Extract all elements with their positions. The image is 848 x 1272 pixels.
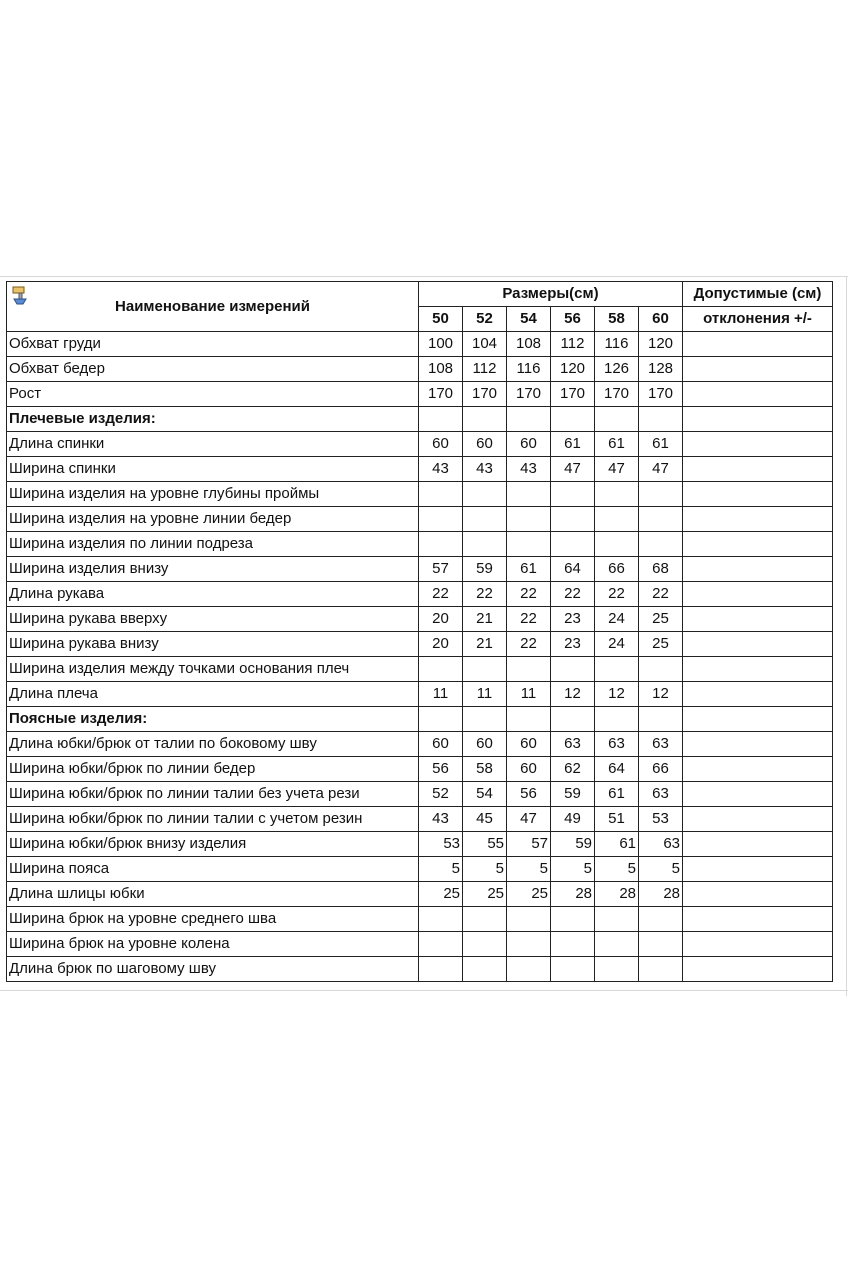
value-cell[interactable]: 120: [639, 332, 683, 357]
tolerance-cell[interactable]: [683, 732, 833, 757]
value-cell[interactable]: 22: [551, 582, 595, 607]
tolerance-cell[interactable]: [683, 807, 833, 832]
sizes-header[interactable]: Размеры(см): [419, 282, 683, 307]
value-cell[interactable]: 61: [551, 432, 595, 457]
value-cell[interactable]: 170: [639, 382, 683, 407]
table-row: [7, 882, 833, 907]
measurement-name-cell[interactable]: Ширина спинки: [7, 457, 419, 482]
value-cell[interactable]: [463, 657, 507, 682]
value-cell[interactable]: 25: [419, 882, 463, 907]
value-cell[interactable]: 60: [507, 732, 551, 757]
measurement-name-cell[interactable]: Ширина брюк на уровне колена: [7, 932, 419, 957]
value-cell[interactable]: 25: [463, 882, 507, 907]
table-row: [7, 682, 833, 707]
value-cell[interactable]: [551, 707, 595, 732]
value-cell[interactable]: 45: [463, 807, 507, 832]
tolerance-cell[interactable]: [683, 782, 833, 807]
measurement-name-cell[interactable]: Ширина изделия на уровне линии бедер: [7, 507, 419, 532]
value-cell[interactable]: 68: [639, 557, 683, 582]
value-cell[interactable]: [639, 957, 683, 982]
measurement-name-cell[interactable]: Ширина юбки/брюк внизу изделия: [7, 832, 419, 857]
size-60-header[interactable]: 60: [639, 307, 683, 332]
value-cell[interactable]: 56: [419, 757, 463, 782]
value-cell[interactable]: [595, 407, 639, 432]
tolerance-cell[interactable]: [683, 957, 833, 982]
measurement-name-header[interactable]: [7, 282, 419, 332]
tolerance-cell[interactable]: [683, 907, 833, 932]
value-cell[interactable]: [639, 482, 683, 507]
table-row: [7, 857, 833, 882]
value-cell[interactable]: 60: [419, 732, 463, 757]
value-cell[interactable]: 100: [419, 332, 463, 357]
tolerance-cell[interactable]: [683, 482, 833, 507]
value-cell[interactable]: 112: [551, 332, 595, 357]
value-cell[interactable]: [639, 657, 683, 682]
value-cell[interactable]: 53: [639, 807, 683, 832]
value-cell[interactable]: [507, 657, 551, 682]
value-cell[interactable]: 63: [639, 782, 683, 807]
tolerance-cell[interactable]: [683, 657, 833, 682]
value-cell[interactable]: [419, 532, 463, 557]
value-cell[interactable]: [595, 482, 639, 507]
table-row: [7, 732, 833, 757]
value-cell[interactable]: 22: [507, 632, 551, 657]
value-cell[interactable]: 23: [551, 632, 595, 657]
value-cell[interactable]: 5: [639, 857, 683, 882]
value-cell[interactable]: [639, 507, 683, 532]
measurement-name-cell[interactable]: Обхват бедер: [7, 357, 419, 382]
value-cell[interactable]: 63: [639, 732, 683, 757]
gridline: [0, 276, 848, 277]
value-cell[interactable]: [551, 507, 595, 532]
value-cell[interactable]: 59: [551, 832, 595, 857]
value-cell[interactable]: 28: [551, 882, 595, 907]
measurement-name-cell[interactable]: Ширина рукава внизу: [7, 632, 419, 657]
size-56-header[interactable]: 56: [551, 307, 595, 332]
value-cell[interactable]: 116: [507, 357, 551, 382]
value-cell[interactable]: 28: [639, 882, 683, 907]
value-cell[interactable]: 12: [595, 682, 639, 707]
gridline: [0, 990, 848, 991]
table-row: [7, 432, 833, 457]
value-cell[interactable]: 24: [595, 632, 639, 657]
tolerance-cell[interactable]: [683, 582, 833, 607]
value-cell[interactable]: [419, 907, 463, 932]
value-cell[interactable]: [419, 407, 463, 432]
value-cell[interactable]: [419, 932, 463, 957]
value-cell[interactable]: 12: [551, 682, 595, 707]
measurement-name-cell[interactable]: Ширина изделия между точками основания плеч: [7, 657, 419, 682]
value-cell[interactable]: [463, 532, 507, 557]
spreadsheet: [6, 281, 833, 982]
value-cell[interactable]: 47: [507, 807, 551, 832]
value-cell[interactable]: 66: [595, 557, 639, 582]
tolerance-cell[interactable]: [683, 632, 833, 657]
value-cell[interactable]: [551, 532, 595, 557]
table-row: [7, 632, 833, 657]
tolerance-cell[interactable]: [683, 532, 833, 557]
value-cell[interactable]: 60: [507, 432, 551, 457]
value-cell[interactable]: [507, 407, 551, 432]
size-52-header[interactable]: 52: [463, 307, 507, 332]
table-row: [7, 932, 833, 957]
value-cell[interactable]: 22: [463, 582, 507, 607]
table-row: [7, 957, 833, 982]
value-cell[interactable]: 64: [595, 757, 639, 782]
table-row: [7, 782, 833, 807]
value-cell[interactable]: [419, 707, 463, 732]
measurement-name-cell[interactable]: Ширина изделия на уровне глубины проймы: [7, 482, 419, 507]
measurement-name-cell[interactable]: Ширина юбки/брюк по линии талии с учетом резин: [7, 807, 419, 832]
value-cell[interactable]: 57: [507, 832, 551, 857]
value-cell[interactable]: [463, 907, 507, 932]
tolerance-cell[interactable]: [683, 457, 833, 482]
measurement-name-cell[interactable]: Ширина изделия внизу: [7, 557, 419, 582]
table-row: [7, 557, 833, 582]
value-cell[interactable]: 120: [551, 357, 595, 382]
measurement-name-cell[interactable]: Ширина пояса: [7, 857, 419, 882]
value-cell[interactable]: 64: [551, 557, 595, 582]
value-cell[interactable]: 5: [419, 857, 463, 882]
value-cell[interactable]: 61: [639, 432, 683, 457]
value-cell[interactable]: [507, 707, 551, 732]
value-cell[interactable]: [639, 532, 683, 557]
value-cell[interactable]: [639, 707, 683, 732]
value-cell[interactable]: 126: [595, 357, 639, 382]
measurement-name-title: Наименование измерений: [115, 297, 310, 315]
table-row: [7, 382, 833, 407]
measurement-name-cell[interactable]: Длина рукава: [7, 582, 419, 607]
value-cell[interactable]: 5: [551, 857, 595, 882]
value-cell[interactable]: 43: [463, 457, 507, 482]
section-title-cell[interactable]: Плечевые изделия:: [7, 407, 419, 432]
value-cell[interactable]: 66: [639, 757, 683, 782]
value-cell[interactable]: 104: [463, 332, 507, 357]
value-cell[interactable]: 21: [463, 632, 507, 657]
value-cell[interactable]: 24: [595, 607, 639, 632]
value-cell[interactable]: 170: [507, 382, 551, 407]
value-cell[interactable]: 25: [639, 632, 683, 657]
value-cell[interactable]: 22: [507, 607, 551, 632]
value-cell[interactable]: 43: [507, 457, 551, 482]
header-row-1: [7, 282, 833, 307]
value-cell[interactable]: 61: [595, 782, 639, 807]
value-cell[interactable]: [463, 957, 507, 982]
value-cell[interactable]: [507, 532, 551, 557]
value-cell[interactable]: [551, 407, 595, 432]
gridline: [846, 276, 847, 996]
value-cell[interactable]: 53: [419, 832, 463, 857]
value-cell[interactable]: 108: [507, 332, 551, 357]
value-cell[interactable]: [595, 707, 639, 732]
value-cell[interactable]: [463, 507, 507, 532]
value-cell[interactable]: [419, 507, 463, 532]
value-cell[interactable]: 60: [463, 732, 507, 757]
size-chart-table: [6, 281, 833, 982]
value-cell[interactable]: 22: [595, 582, 639, 607]
value-cell[interactable]: [595, 507, 639, 532]
value-cell[interactable]: 170: [419, 382, 463, 407]
value-cell[interactable]: [463, 707, 507, 732]
value-cell[interactable]: [507, 932, 551, 957]
value-cell[interactable]: 25: [507, 882, 551, 907]
value-cell[interactable]: 60: [507, 757, 551, 782]
value-cell[interactable]: 20: [419, 607, 463, 632]
value-cell[interactable]: 61: [595, 432, 639, 457]
tolerance-header-2[interactable]: отклонения +/-: [683, 307, 833, 332]
value-cell[interactable]: [419, 657, 463, 682]
tolerance-cell[interactable]: [683, 332, 833, 357]
value-cell[interactable]: [595, 532, 639, 557]
measurement-name-cell[interactable]: Ширина юбки/брюк по линии бедер: [7, 757, 419, 782]
value-cell[interactable]: 170: [463, 382, 507, 407]
value-cell[interactable]: 28: [595, 882, 639, 907]
section-title-cell[interactable]: Поясные изделия:: [7, 707, 419, 732]
value-cell[interactable]: 49: [551, 807, 595, 832]
value-cell[interactable]: [551, 957, 595, 982]
measurement-name-cell[interactable]: Длина юбки/брюк от талии по боковому шву: [7, 732, 419, 757]
value-cell[interactable]: 52: [419, 782, 463, 807]
value-cell[interactable]: 60: [463, 432, 507, 457]
tolerance-cell[interactable]: [683, 432, 833, 457]
table-row: [7, 757, 833, 782]
measurement-name-cell[interactable]: Рост: [7, 382, 419, 407]
value-cell[interactable]: 43: [419, 807, 463, 832]
value-cell[interactable]: 43: [419, 457, 463, 482]
tolerance-cell[interactable]: [683, 932, 833, 957]
value-cell[interactable]: 112: [463, 357, 507, 382]
value-cell[interactable]: 58: [463, 757, 507, 782]
measurement-name-cell[interactable]: Длина брюк по шаговому шву: [7, 957, 419, 982]
value-cell[interactable]: [463, 932, 507, 957]
value-cell[interactable]: 59: [463, 557, 507, 582]
value-cell[interactable]: 11: [463, 682, 507, 707]
table-row: [7, 807, 833, 832]
value-cell[interactable]: 47: [595, 457, 639, 482]
format-painter-icon[interactable]: [10, 285, 30, 305]
table-row: [7, 532, 833, 557]
value-cell[interactable]: [507, 482, 551, 507]
value-cell[interactable]: [551, 657, 595, 682]
value-cell[interactable]: 170: [595, 382, 639, 407]
value-cell[interactable]: 20: [419, 632, 463, 657]
value-cell[interactable]: [639, 932, 683, 957]
tolerance-cell[interactable]: [683, 882, 833, 907]
value-cell[interactable]: 108: [419, 357, 463, 382]
size-58-header[interactable]: 58: [595, 307, 639, 332]
size-50-header[interactable]: 50: [419, 307, 463, 332]
measurement-name-cell[interactable]: Обхват груди: [7, 332, 419, 357]
measurement-name-cell[interactable]: Длина шлицы юбки: [7, 882, 419, 907]
tolerance-cell[interactable]: [683, 607, 833, 632]
value-cell[interactable]: 47: [551, 457, 595, 482]
value-cell[interactable]: 11: [419, 682, 463, 707]
table-row: [7, 832, 833, 857]
value-cell[interactable]: 22: [639, 582, 683, 607]
value-cell[interactable]: 63: [551, 732, 595, 757]
table-row: [7, 332, 833, 357]
tolerance-cell[interactable]: [683, 757, 833, 782]
value-cell[interactable]: [595, 657, 639, 682]
value-cell[interactable]: 57: [419, 557, 463, 582]
table-row: [7, 657, 833, 682]
value-cell[interactable]: 128: [639, 357, 683, 382]
tolerance-header-1[interactable]: Допустимые (см): [683, 282, 833, 307]
value-cell[interactable]: 51: [595, 807, 639, 832]
value-cell[interactable]: 22: [419, 582, 463, 607]
tolerance-cell[interactable]: [683, 382, 833, 407]
value-cell[interactable]: 21: [463, 607, 507, 632]
value-cell[interactable]: [595, 932, 639, 957]
table-row: [7, 582, 833, 607]
value-cell[interactable]: 25: [639, 607, 683, 632]
value-cell[interactable]: [419, 957, 463, 982]
tolerance-cell[interactable]: [683, 682, 833, 707]
tolerance-cell[interactable]: [683, 507, 833, 532]
table-row: [7, 457, 833, 482]
measurement-name-cell[interactable]: Ширина изделия по линии подреза: [7, 532, 419, 557]
value-cell[interactable]: 63: [595, 732, 639, 757]
value-cell[interactable]: 54: [463, 782, 507, 807]
value-cell[interactable]: 61: [595, 832, 639, 857]
tolerance-cell[interactable]: [683, 707, 833, 732]
value-cell[interactable]: 5: [507, 857, 551, 882]
section-row: [7, 407, 833, 432]
value-cell[interactable]: 170: [551, 382, 595, 407]
table-row: [7, 357, 833, 382]
measurement-name-cell[interactable]: Ширина брюк на уровне среднего шва: [7, 907, 419, 932]
value-cell[interactable]: 22: [507, 582, 551, 607]
value-cell[interactable]: [463, 407, 507, 432]
value-cell[interactable]: 23: [551, 607, 595, 632]
value-cell[interactable]: [639, 907, 683, 932]
table-row: [7, 482, 833, 507]
value-cell[interactable]: 5: [463, 857, 507, 882]
value-cell[interactable]: 62: [551, 757, 595, 782]
tolerance-cell[interactable]: [683, 407, 833, 432]
value-cell[interactable]: 56: [507, 782, 551, 807]
value-cell[interactable]: [595, 907, 639, 932]
value-cell[interactable]: [463, 482, 507, 507]
value-cell[interactable]: [639, 407, 683, 432]
tolerance-cell[interactable]: [683, 832, 833, 857]
value-cell[interactable]: [595, 957, 639, 982]
value-cell[interactable]: 61: [507, 557, 551, 582]
measurement-name-cell[interactable]: Ширина юбки/брюк по линии талии без учета рези: [7, 782, 419, 807]
value-cell[interactable]: 47: [639, 457, 683, 482]
value-cell[interactable]: 116: [595, 332, 639, 357]
value-cell[interactable]: 55: [463, 832, 507, 857]
value-cell[interactable]: [419, 482, 463, 507]
value-cell[interactable]: 5: [595, 857, 639, 882]
tolerance-cell[interactable]: [683, 357, 833, 382]
value-cell[interactable]: [507, 907, 551, 932]
value-cell[interactable]: 11: [507, 682, 551, 707]
size-54-header[interactable]: 54: [507, 307, 551, 332]
value-cell[interactable]: [507, 957, 551, 982]
measurement-name-cell[interactable]: Ширина рукава вверху: [7, 607, 419, 632]
tolerance-cell[interactable]: [683, 557, 833, 582]
value-cell[interactable]: [551, 932, 595, 957]
value-cell[interactable]: [551, 907, 595, 932]
measurement-name-cell[interactable]: Длина спинки: [7, 432, 419, 457]
value-cell[interactable]: 63: [639, 832, 683, 857]
value-cell[interactable]: 59: [551, 782, 595, 807]
table-row: [7, 507, 833, 532]
table-row: [7, 907, 833, 932]
value-cell[interactable]: 60: [419, 432, 463, 457]
value-cell[interactable]: [507, 507, 551, 532]
tolerance-cell[interactable]: [683, 857, 833, 882]
section-row: [7, 707, 833, 732]
measurement-name-cell[interactable]: Длина плеча: [7, 682, 419, 707]
table-row: [7, 607, 833, 632]
value-cell[interactable]: [551, 482, 595, 507]
value-cell[interactable]: 12: [639, 682, 683, 707]
